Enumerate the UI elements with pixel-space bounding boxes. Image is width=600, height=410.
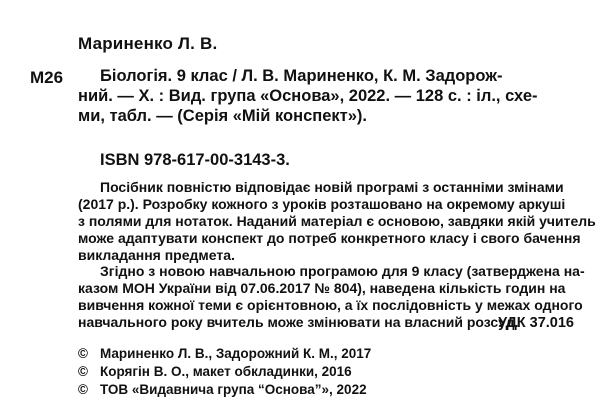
copyright-symbol: © bbox=[78, 364, 88, 379]
paragraph-line: вивчення кожної теми є орієнтовною, а їх послідовність у межах одного bbox=[78, 297, 583, 313]
paragraph-line: з полями для нотаток. Наданий матеріал є основою, завдяки якій учитель bbox=[78, 213, 596, 229]
bibliographic-line: ми, табл. — (Серія «Мій конспект»). bbox=[78, 107, 367, 125]
copyright-row bbox=[78, 363, 371, 381]
copyright-row bbox=[78, 345, 371, 363]
copyright-text: ТОВ «Видавнича група “Основа”», 2022 bbox=[100, 382, 367, 397]
copyright-text: Мариненко Л. В., Задорожний К. М., 2017 bbox=[100, 346, 372, 361]
copyright-symbol: © bbox=[78, 346, 88, 361]
copyright-text: Корягін В. О., макет обкладинки, 2016 bbox=[100, 364, 352, 379]
udc-code: УДК 37.016 bbox=[498, 315, 574, 331]
annotation-paragraph bbox=[78, 179, 596, 264]
paragraph-line: казом МОН України від 07.06.2017 № 804), наведена кількість годин на bbox=[78, 280, 566, 296]
copyright-symbol: © bbox=[78, 382, 88, 397]
paragraph-line: викладання предмета. bbox=[78, 247, 235, 263]
copyright-block bbox=[78, 345, 371, 399]
copyright-row bbox=[78, 381, 371, 399]
paragraph-line: може адаптувати конспект до потреб конкретного класу і свого бачення bbox=[78, 230, 581, 246]
bibliographic-description bbox=[78, 66, 538, 126]
classification-code: М26 bbox=[30, 68, 64, 87]
paragraph-line: Посібник повністю відповідає новій програмі з останніми змінами bbox=[100, 179, 564, 195]
paragraph-line: (2017 р.). Розробку кожного з уроків розташовано на окремому аркуші bbox=[78, 196, 566, 212]
bibliographic-line: ний. — Х. : Вид. група «Основа», 2022. — 128 с. : іл., схе- bbox=[78, 87, 538, 105]
paragraph-line: навчального року вчитель може змінювати на власний розсуд. bbox=[78, 314, 519, 330]
paragraph-line: Згідно з новою навчальною програмою для 9 класу (затверджена на- bbox=[100, 263, 585, 279]
isbn-line: ISBN 978-617-00-3143-3. bbox=[100, 151, 290, 169]
bibliographic-line: Біологія. 9 клас / Л. В. Мариненко, К. М. Задорож- bbox=[100, 67, 503, 85]
author-heading: Мариненко Л. В. bbox=[78, 34, 218, 53]
